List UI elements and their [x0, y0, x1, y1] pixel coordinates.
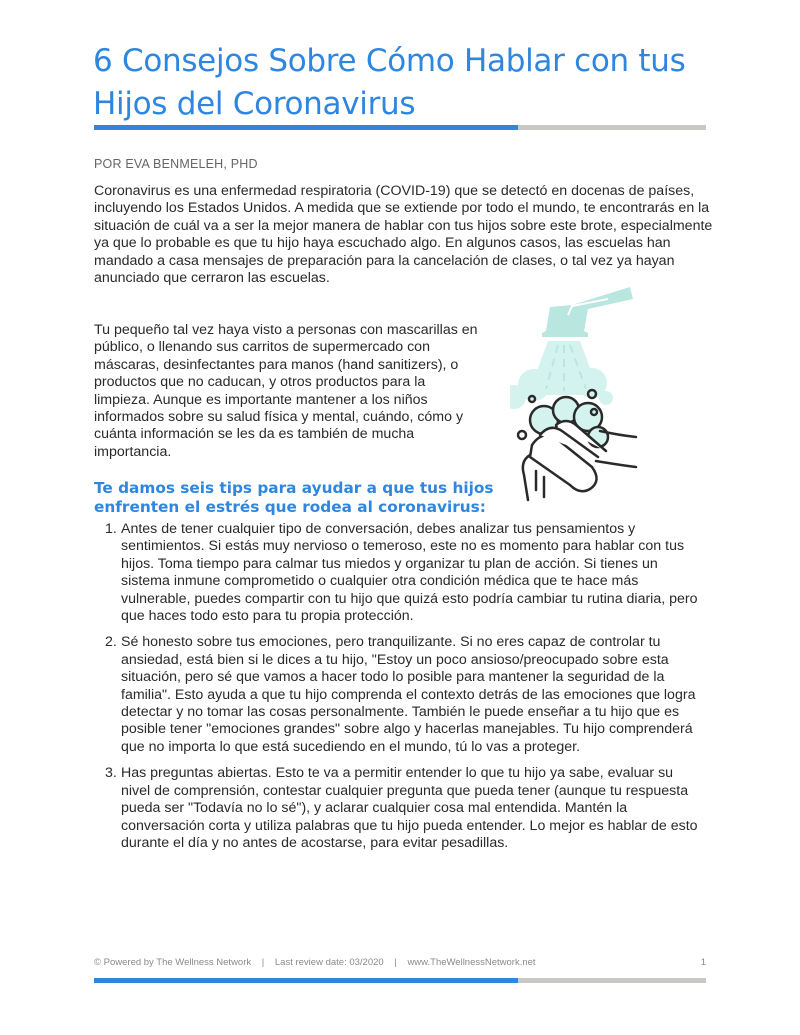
second-paragraph: Tu pequeño tal vez haya visto a personas con mascarillas en público, o llenando sus carritos de supermercado con máscaras, desinfectantes para manos (hand sanitizers), o productos que no caducan, y otros productos para la limpieza. Aunque es importante mantener a los niños informados sobre su salud física y mental, cuándo, cómo y cuánta información se les da es también de mucha importancia. [94, 322, 478, 460]
tips-heading: Te damos seis tips para ayudar a que tus hijos enfrenten el estrés que rodea al coronavirus: [94, 479, 494, 516]
list-number: 3. [105, 765, 117, 782]
list-item-text: Antes de tener cualquier tipo de conversación, debes analizar tus pensamientos y sentimientos. Si estás muy nervioso o temeroso, este no es momento para hablar con tus hijos. Toma tiempo para calmar tus miedos y organizar tu plan de acción. Si tienes un sistema inmune comprometido o cualquier otra condición médica que te hace más vulnerable, puedes compartir con tu hijo que quizá esto podría cambiar tu rutina diaria, pero que haces todo esto para tu propia protección. [121, 521, 698, 625]
footer-powered-by: © Powered by The Wellness Network [94, 957, 252, 968]
footer-divider-accent [94, 978, 518, 983]
hand-washing-illustration [510, 285, 710, 505]
list-number: 1. [105, 521, 117, 537]
intro-paragraph: Coronavirus es una enfermedad respiratoria (COVID-19) que se detectó en docenas de países, incluyendo los Estados Unidos. A medida que se extiende por todo el mundo, te encontrarás en la situación de cuál va a ser la mejor manera de hablar con tus hijos sobre este brote, especialmente ya que lo probable es que tu hijo haya escuchado algo. En algunos casos, las escuelas han mandado a casa mensajes de preparación para la cancelación de clases, o tal vez ya hayan anunciado que cerraron las escuelas. [94, 183, 713, 287]
list-item-text: Has preguntas abiertas. Esto te va a permitir entender lo que tu hijo ya sabe, evaluar su nivel de comprensión, contestar cualquier pregunta que pueda tener (aunque tu respuesta pueda ser "Todavía no lo sé"), y aclarar cualquier cosa mal entendida. Mantén la conversación corta y utiliza palabras que tu hijo pueda entender. Lo mejor es hablar de esto durante el día y no antes de acostarse, para evitar pesadillas. [121, 765, 698, 851]
page-number: 1 [700, 957, 706, 968]
footer-divider [94, 978, 706, 983]
list-item [94, 634, 706, 756]
hand-washing-icon [510, 285, 710, 505]
list-item [94, 765, 706, 852]
footer-review-date: Last review date: 03/2020 [274, 957, 384, 968]
title-divider-accent [94, 125, 518, 130]
page-footer [94, 957, 706, 968]
list-number: 2. [105, 634, 117, 651]
footer-website-link[interactable]: www.TheWellnessNetwork.net [407, 957, 536, 968]
title-divider [94, 125, 706, 130]
footer-separator: | [261, 957, 265, 968]
footer-separator: | [394, 957, 397, 968]
author-byline: POR EVA BENMELEH, PHD [94, 157, 258, 171]
list-item [94, 521, 706, 625]
faucet-shape [542, 287, 633, 337]
page-title: 6 Consejos Sobre Cómo Hablar con tus Hijos del Coronavirus [93, 43, 686, 122]
tips-list [94, 521, 706, 861]
list-item-text: Sé honesto sobre tus emociones, pero tranquilizante. Si no eres capaz de controlar tu ansiedad, está bien si le dices a tu hijo, "Estoy un poco ansioso/preocupado sobre esta situación, pero sé que vamos a hacer todo lo posible para mantener la seguridad de la familia". Esto ayuda a que tu hijo comprenda el contexto detrás de las emociones que logra detectar y no tomar las cosas personalmente. También le puede enseñar a tu hijo que es posible tener "emociones grandes" sobre algo y hacerlas manejables. Tu hijo comprenderá que no importa lo que está sucediendo en el mundo, tú lo vas a proteger. [121, 634, 696, 755]
